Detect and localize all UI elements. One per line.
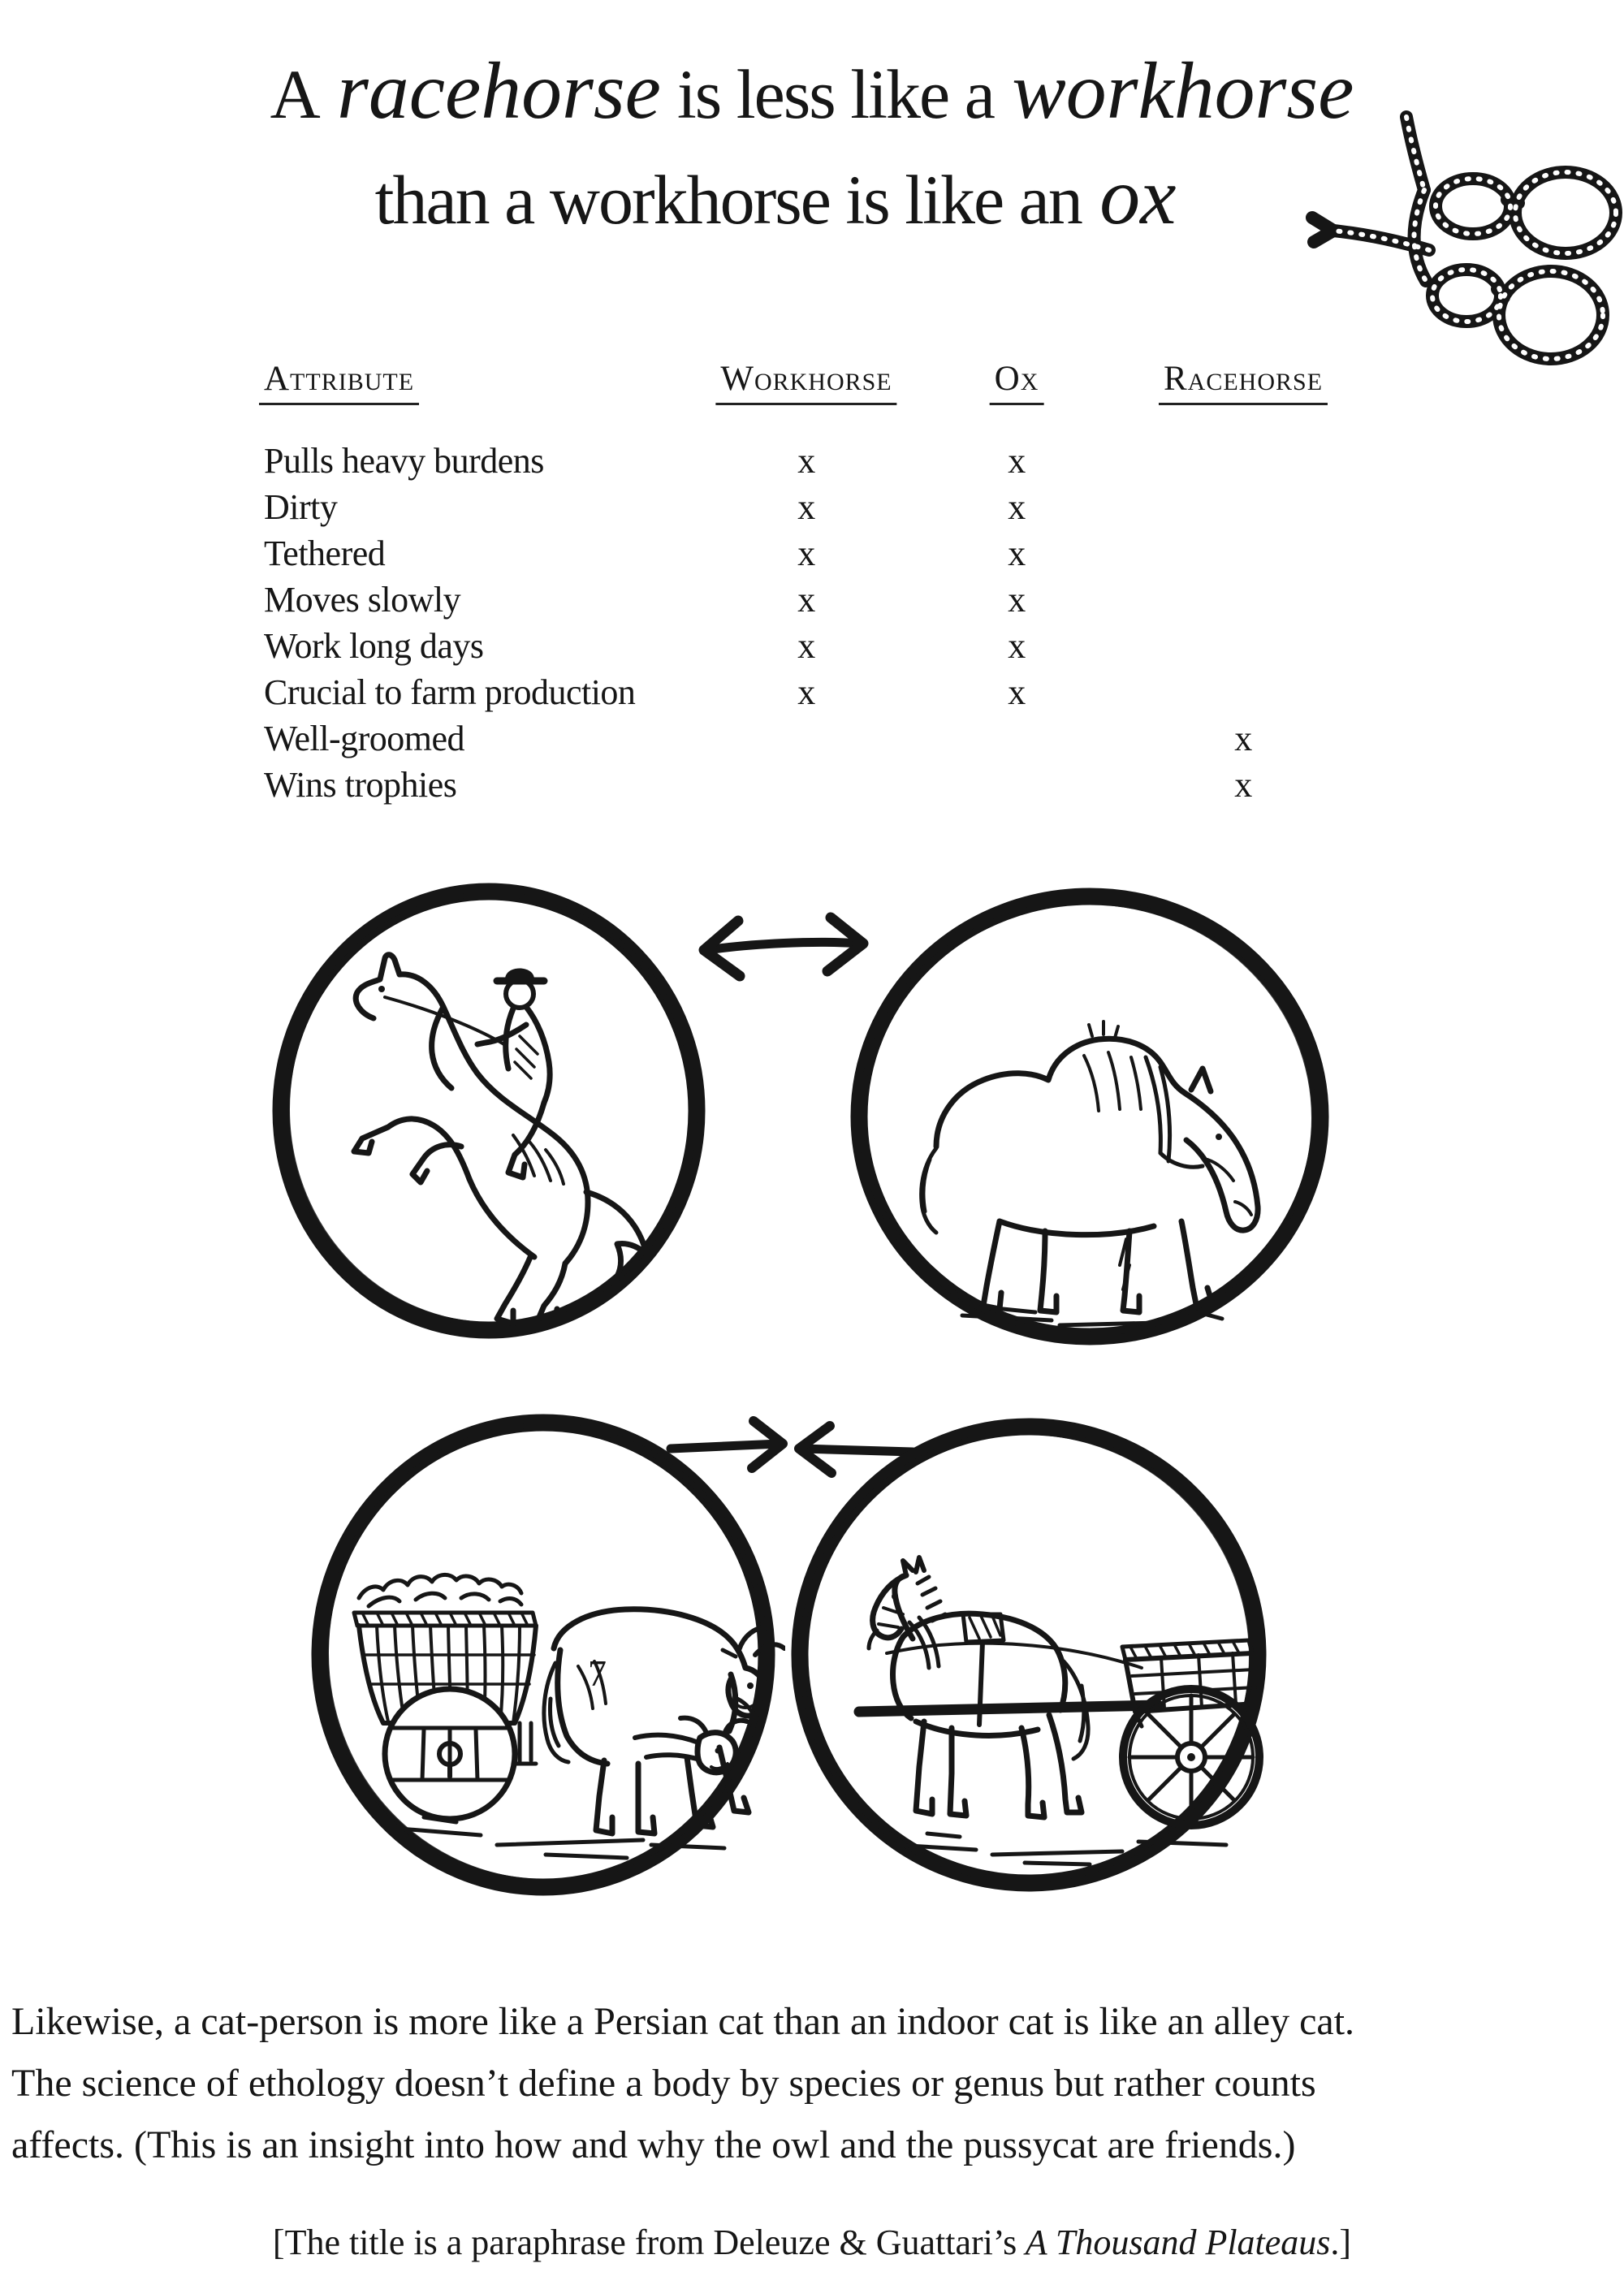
ox-mark: x xyxy=(1008,533,1026,573)
ox-mark: x xyxy=(1008,672,1026,712)
title-words: than a workhorse is like an xyxy=(374,161,1082,239)
column-header-ox: Ox xyxy=(990,359,1044,405)
attribute-label: Pulls heavy burdens xyxy=(264,441,544,481)
attribute-label: Wins trophies xyxy=(264,765,457,805)
ox-mark: x xyxy=(1008,441,1026,481)
racehorse-mark: x xyxy=(1234,765,1252,805)
table-row xyxy=(264,764,1441,810)
horsecart-illustration xyxy=(781,1410,1276,1901)
attribute-label: Tethered xyxy=(264,533,386,573)
title-script-workhorse: workhorse xyxy=(1012,45,1354,136)
footnote-text: [The title is a paraphrase from Deleuze & Guattari’s xyxy=(272,2222,1017,2262)
workhorse-mark: x xyxy=(797,580,815,620)
ox-brand-number: 7 xyxy=(588,1652,607,1694)
workhorse-mark: x xyxy=(797,533,815,573)
paragraph-line: affects. (This is an insight into how and why the owl and the pussycat are friends.) xyxy=(11,2123,1296,2166)
footnote-book-title: A Thousand Plateaus xyxy=(1025,2222,1331,2262)
ox-mark: x xyxy=(1008,580,1026,620)
column-header-racehorse: Racehorse xyxy=(1159,359,1328,405)
workhorse-mark: x xyxy=(797,626,815,666)
paragraph-line: The science of ethology doesn’t define a body by species or genus but rather counts xyxy=(11,2062,1316,2105)
table-body xyxy=(264,440,1441,810)
footnote xyxy=(0,2222,1624,2263)
column-header-attribute: Attribute xyxy=(259,359,419,405)
ox-mark: x xyxy=(1008,487,1026,527)
table-row xyxy=(264,625,1441,672)
table-row xyxy=(264,533,1441,579)
attribute-label: Crucial to farm production xyxy=(264,672,636,712)
racehorse-rider-illustration xyxy=(261,874,716,1348)
workhorse-mark: x xyxy=(797,487,815,527)
column-header-workhorse: Workhorse xyxy=(715,359,896,405)
title-words: is less like a xyxy=(676,55,994,133)
table-row xyxy=(264,718,1441,764)
paragraph-line: Likewise, a cat-person is more like a Persian cat than an indoor cat is like an alley cat. xyxy=(11,2000,1355,2043)
table-row xyxy=(264,440,1441,486)
workhorse-mark: x xyxy=(797,441,815,481)
attribute-comparison-table xyxy=(264,359,1441,810)
workhorse-mark: x xyxy=(797,672,815,712)
ox-mark: x xyxy=(1008,626,1026,666)
title-word: A xyxy=(270,55,319,133)
table-row xyxy=(264,486,1441,533)
table-header-row xyxy=(264,359,1441,440)
circle-frame xyxy=(281,892,697,1330)
title-script-racehorse: racehorse xyxy=(337,45,661,136)
title-script-ox: ox xyxy=(1099,151,1177,241)
table-row xyxy=(264,579,1441,625)
racehorse-mark: x xyxy=(1234,719,1252,758)
attribute-label: Work long days xyxy=(264,626,484,666)
circle-frame xyxy=(859,896,1320,1337)
rope-knot-icon xyxy=(1267,47,1624,372)
footnote-text-end: .] xyxy=(1330,2222,1352,2262)
attribute-label: Moves slowly xyxy=(264,580,461,620)
table-row xyxy=(264,672,1441,718)
attribute-label: Well-groomed xyxy=(264,719,465,758)
attribute-label: Dirty xyxy=(264,487,338,527)
body-paragraph xyxy=(11,1991,1615,2176)
workhorse-illustration xyxy=(840,877,1340,1356)
